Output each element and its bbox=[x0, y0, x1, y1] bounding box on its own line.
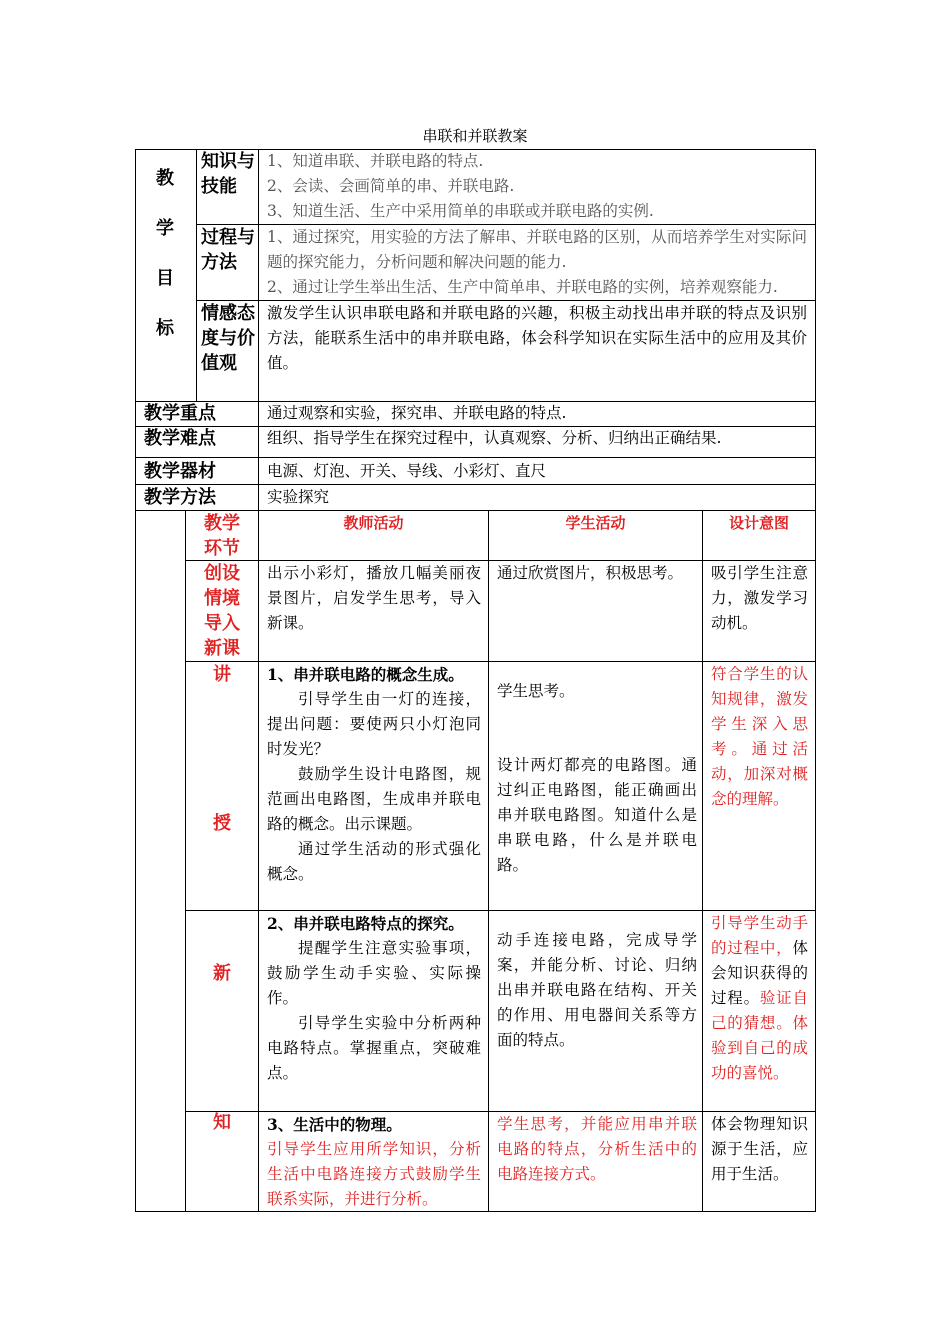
key-points-value: 通过观察和实验，探究串、并联电路的特点. bbox=[267, 404, 567, 422]
sec2-student: 动手连接电路，完成导学案，并能分析、讨论、归纳出串并联电路在结构、开关的作用、用电器间关系等方面的特点。 bbox=[497, 931, 697, 1049]
difficulties-label: 教学难点 bbox=[144, 428, 216, 449]
process-item: 1、通过探究，用实验的方法了解串、并联电路的区别，从而培养学生对实际问题的探究能力，分析问题和解决问题的能力. bbox=[267, 228, 807, 271]
sec2-intent-part: 体会知识获得的过程。 bbox=[711, 939, 808, 1007]
sec2-teacher bbox=[267, 911, 481, 1086]
intro-intent: 吸引学生注意力，激发学习动机。 bbox=[711, 564, 808, 632]
equipment-label: 教学器材 bbox=[144, 461, 216, 482]
objectives-label-char: 标 bbox=[156, 318, 174, 339]
lesson-plan-table bbox=[135, 149, 816, 1212]
sec1-teacher bbox=[267, 662, 481, 887]
sec2-intent-part: 引导学生动手的过程中， bbox=[711, 914, 808, 957]
objectives-label-char: 教 bbox=[156, 168, 174, 189]
header-teacher: 教师活动 bbox=[343, 514, 404, 532]
sec3-intent: 体会物理知识源于生活，应用于生活。 bbox=[711, 1115, 808, 1183]
knowledge-label: 知识与技能 bbox=[201, 151, 255, 197]
new-stage-char: 知 bbox=[213, 1112, 231, 1133]
new-stage-char: 授 bbox=[213, 813, 231, 834]
header-student: 学生活动 bbox=[565, 514, 626, 532]
new-stage-char: 新 bbox=[213, 963, 231, 984]
sec2-intent-part: 验证自己的猜想。体验到自己的成功的喜悦。 bbox=[711, 989, 808, 1082]
process-items bbox=[267, 225, 807, 300]
method-label: 教学方法 bbox=[144, 487, 216, 508]
sec2-paragraph: 引导学生实验中分析两种电路特点。掌握重点，突破难点。 bbox=[267, 1014, 481, 1082]
objectives-label-char: 目 bbox=[156, 268, 174, 289]
sec1-paragraph: 通过学生活动的形式强化概念。 bbox=[267, 840, 481, 883]
sec1-student-b: 设计两灯都亮的电路图。通过纠正电路图，能正确画出串并联电路图。知道什么是串联电路，什么是并联电路。 bbox=[497, 756, 697, 874]
emotion-label: 情感态度与价值观 bbox=[201, 303, 255, 374]
difficulties-value: 组织、指导学生在探究过程中，认真观察、分析、归纳出正确结果. bbox=[267, 429, 722, 447]
process-item: 2、通过让学生举出生活、生产中简单串、并联电路的实例，培养观察能力. bbox=[267, 278, 778, 296]
method-value: 实验探究 bbox=[267, 488, 330, 506]
new-stage-char: 讲 bbox=[213, 664, 231, 685]
sec1-paragraph: 鼓励学生设计电路图，规范画出电路图，生成串并联电路的概念。出示课题。 bbox=[267, 765, 481, 833]
sec1-student-a: 学生思考。 bbox=[497, 682, 575, 700]
header-stage: 教学环节 bbox=[204, 513, 240, 559]
process-label: 过程与方法 bbox=[201, 227, 255, 273]
key-points-label: 教学重点 bbox=[144, 403, 216, 424]
sec1-paragraph: 引导学生由一灯的连接，提出问题：要使两只小灯泡同时发光？ bbox=[267, 690, 481, 758]
sec3-teacher bbox=[267, 1112, 481, 1212]
emotion-text: 激发学生认识串联电路和并联电路的兴趣，积极主动找出串并联的特点及识别方法，能联系生活中的串并联电路，体会科学知识在实际生活中的应用及其价值。 bbox=[267, 304, 807, 372]
knowledge-item: 3、知道生活、生产中采用简单的串联或并联电路的实例. bbox=[267, 202, 654, 220]
sec3-teacher-text: 引导学生应用所学知识，分析生活中电路连接方式鼓励学生联系实际，并进行分析。 bbox=[267, 1140, 481, 1208]
equipment-value: 电源、灯泡、开关、导线、小彩灯、直尺 bbox=[267, 462, 547, 480]
intro-teacher: 出示小彩灯，播放几幅美丽夜景图片，启发学生思考，导入新课。 bbox=[267, 564, 481, 632]
knowledge-items bbox=[267, 149, 812, 224]
intro-student: 通过欣赏图片，积极思考。 bbox=[497, 564, 684, 582]
sec1-heading: 1、串并联电路的概念生成。 bbox=[267, 665, 464, 684]
intro-stage: 创设情境导入新课 bbox=[204, 563, 240, 659]
sec3-student: 学生思考，并能应用串并联电路的特点，分析生活中的电路连接方式。 bbox=[497, 1115, 697, 1183]
page-title: 串联和并联教案 bbox=[422, 127, 528, 145]
header-intent: 设计意图 bbox=[728, 514, 789, 532]
sec1-intent: 符合学生的认知规律，激发学生深入思考。通过活动，加深对概念的理解。 bbox=[711, 665, 808, 808]
sec3-heading: 3、生活中的物理。 bbox=[267, 1115, 402, 1134]
knowledge-item: 2、会读、会画简单的串、并联电路. bbox=[267, 177, 515, 195]
objectives-label-char: 学 bbox=[156, 218, 174, 239]
sec2-paragraph: 提醒学生注意实验事项，鼓励学生动手实验、实际操作。 bbox=[267, 939, 481, 1007]
sec2-intent bbox=[711, 911, 808, 1086]
sec2-heading: 2、串并联电路特点的探究。 bbox=[267, 914, 464, 933]
knowledge-item: 1、知道串联、并联电路的特点. bbox=[267, 152, 484, 170]
